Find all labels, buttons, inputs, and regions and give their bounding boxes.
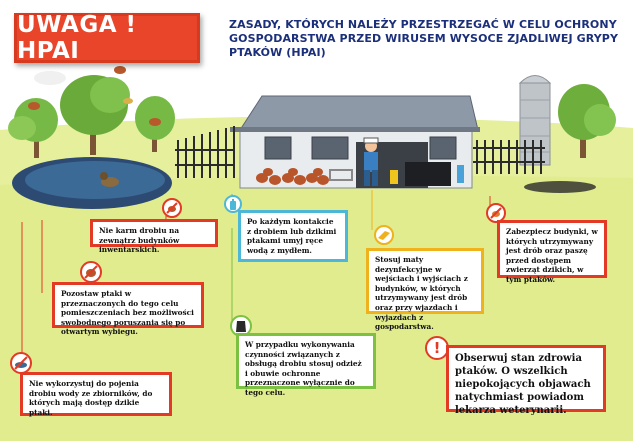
rule-disinfection-mats bbox=[366, 248, 484, 332]
rule-keep-birds-indoors bbox=[52, 282, 204, 337]
rule-text: Nie karm drobiu na zewnątrz budynków inwentarskich. bbox=[99, 226, 180, 255]
rule-secure-buildings bbox=[497, 220, 607, 284]
rule-text: Obserwuj stan zdrowia ptaków. O wszelkich niepokojących objawach natychmiast powiadom lekarza weterynarii. bbox=[455, 353, 591, 416]
rule-no-pond-water bbox=[20, 372, 172, 416]
rule-text: Po każdym kontakcie z drobiem lub dzikimi ptakami umyj ręce wodą z mydłem. bbox=[247, 217, 337, 255]
page-subtitle: ZASADY, KTÓRYCH NALEŻY PRZESTRZEGAĆ W CELU OCHRONY GOSPODARSTWA PRZED WIRUSEM WYSOCE ZJADLIWEJ GRYPY PTAKÓW (HPAI) bbox=[229, 18, 619, 59]
rule-text: W przypadku wykonywania czynności związanych z obsługą drobiu stosuj odzież i obuwie ochronne przeznaczone wyłącznie do tego celu. bbox=[245, 340, 362, 397]
storage bbox=[405, 162, 451, 186]
disinfection-mat-icon bbox=[374, 225, 394, 245]
rule-text: Nie wykorzystuj do pojenia drobiu wody ze zbiorników, do których mają dostęp dzikie ptaki. bbox=[29, 379, 153, 417]
rule-text: Pozostaw ptaki w przeznaczonych do tego celu pomieszczeniach bez możliwości swobodnego poruszania się po otwartym wybiegu. bbox=[61, 289, 194, 337]
water-container bbox=[457, 165, 464, 183]
feed-bucket bbox=[390, 170, 398, 184]
rule-wash-hands bbox=[238, 210, 348, 262]
pond bbox=[12, 157, 172, 209]
page-title: UWAGA ! HPAI bbox=[14, 13, 200, 63]
rule-text: Stosuj maty dezynfekcyjne w wejściach i wyjściach z budynków, w których utrzymywany jest drób oraz przy wjazdach i wyjazdach z gospodarstwa. bbox=[375, 255, 468, 332]
no-free-range-icon bbox=[80, 261, 102, 283]
rule-no-outdoor-feeding bbox=[90, 219, 218, 255]
rule-text: Zabezpiecz budynki, w których utrzymywany jest drób oraz paszę przed dostępem zwierząt dzikich, w tym ptaków. bbox=[506, 227, 598, 284]
warning-icon: ! bbox=[425, 336, 449, 360]
rule-protective-clothing bbox=[236, 333, 376, 397]
no-pond-water-icon bbox=[10, 352, 32, 374]
rule-observe-health bbox=[446, 345, 606, 416]
no-feeding-icon bbox=[162, 198, 182, 218]
